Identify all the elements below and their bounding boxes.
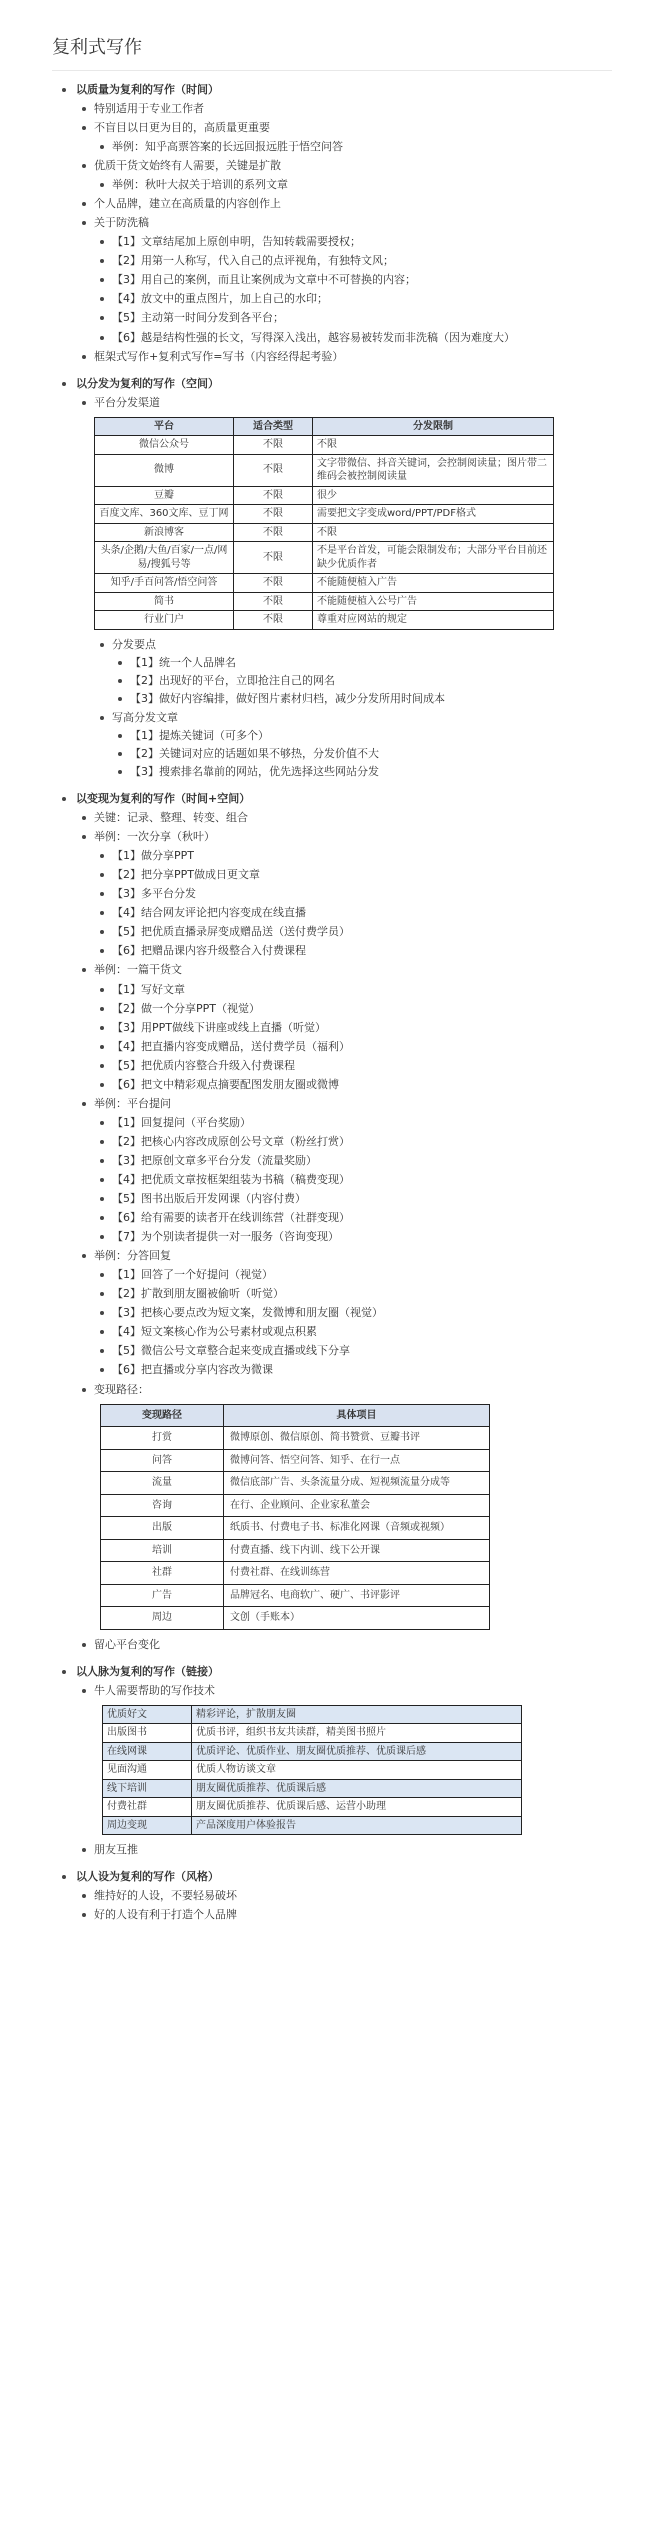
bullet-icon — [82, 1102, 86, 1106]
list-item: 【5】把优质直播录屏变成赠品送（送付费学员） — [94, 923, 612, 940]
table-row: 见面沟通 优质人物访谈文章 — [103, 1761, 522, 1780]
section-heading: 以变现为复利的写作（时间+空间） — [76, 792, 251, 806]
list-item: 【2】用第一人称写，代入自己的点评视角，有独特文风； — [94, 252, 612, 269]
list-item: 牛人需要帮助的写作技术 优质好文 精彩评论，扩散朋友圈 出版图书 优质书评，组织书友共读群，精美图书照片 在线网课 优质评论、优质作业、朋友圈优质推荐、优质课后感 见面沟通 优质人物访谈文章 线下培训 朋友圈优质推荐、优质课后感 付费社群 朋友圈优质推荐、优质课后感、运营小助理 周边变现 产品深度用户体验报告 — [76, 1682, 612, 1836]
bullet-icon — [100, 183, 104, 187]
bullet-icon — [100, 643, 104, 647]
bullet-icon — [100, 145, 104, 149]
list-item: 【3】把原创文章多平台分发（流量奖励） — [94, 1152, 612, 1169]
outline — [52, 81, 612, 1924]
list-item: 【1】回答了一个好提问（视觉） — [94, 1266, 612, 1283]
bullet-icon — [100, 716, 104, 720]
list-item: 【1】统一个人品牌名 — [112, 654, 612, 671]
bullet-icon — [100, 278, 104, 282]
bullet-icon — [82, 1388, 86, 1392]
table-row: 线下培训 朋友圈优质推荐、优质课后感 — [103, 1779, 522, 1798]
list-item: 优质干货文始终有人需要，关键是扩散 举例：秋叶大叔关于培训的系列文章 — [76, 157, 612, 193]
section-network — [52, 1663, 612, 1859]
list-item: 留心平台变化 — [76, 1636, 612, 1653]
bullet-icon — [100, 1140, 104, 1144]
list-item: 【7】为个别读者提供一对一服务（咨询变现） — [94, 1228, 612, 1245]
bullet-icon — [82, 1913, 86, 1917]
bullet-icon — [82, 1643, 86, 1647]
list-item: 【1】文章结尾加上原创申明，告知转载需要授权； — [94, 233, 612, 250]
table-row: 周边变现 产品深度用户体验报告 — [103, 1816, 522, 1835]
list-item: 【3】做好内容编排，做好图片素材归档，减少分发所用时间成本 — [112, 690, 612, 707]
list-item: 【6】越是结构性强的长文，写得深入浅出，越容易被转发而非洗稿（因为难度大） — [94, 329, 612, 346]
bullet-icon — [118, 734, 122, 738]
bullet-icon — [82, 221, 86, 225]
bullet-icon — [118, 661, 122, 665]
list-item: 【1】写好文章 — [94, 981, 612, 998]
list-item: 【4】短文案核心作为公号素材或观点积累 — [94, 1323, 612, 1340]
list-item: 【3】多平台分发 — [94, 885, 612, 902]
list-item: 【6】把文中精彩观点摘要配图发朋友圈或微博 — [94, 1076, 612, 1093]
table-row: 头条/企鹅/大鱼/百家/一点/网易/搜狐号等 不限 不是平台首发，可能会限制发布；大部分平台目前还缺少优质作者 — [95, 542, 554, 574]
bullet-icon — [100, 988, 104, 992]
helper-table — [102, 1705, 522, 1836]
bullet-icon — [82, 1254, 86, 1258]
table-row: 新浪博客 不限 不限 — [95, 523, 554, 542]
bullet-icon — [100, 1083, 104, 1087]
section-distribution — [52, 375, 612, 780]
list-item: 分发要点 【1】统一个人品牌名 【2】出现好的平台，立即抢注自己的网名 【3】做好内容编排，做好图片素材归档，减少分发所用时间成本 — [94, 636, 612, 707]
list-item: 【5】微信公号文章整合起来变成直播或线下分享 — [94, 1342, 612, 1359]
list-item: 举例：知乎高票答案的长远回报远胜于悟空问答 — [94, 138, 612, 155]
bullet-icon — [100, 1216, 104, 1220]
list-item: 【6】把赠品课内容升级整合入付费课程 — [94, 942, 612, 959]
list-item: 举例：一次分享（秋叶） 【1】做分享PPT 【2】把分享PPT做成日更文章 【3】多平台分发 【4】结合网友评论把内容变成在线直播 【5】把优质直播录屏变成赠品送（送付费学员） 【6】把赠品课内容升级整合入付费课程 — [76, 828, 612, 959]
bullet-icon — [82, 1689, 86, 1693]
list-item: 变现路径： 变现路径 具体项目 打赏 微博原创、微信原创、简书赞赏、豆瓣书评 问答 微博问答、悟空问答、知乎、在行一点 流量 微信底部广告、头条流量分成、短视频流量分成等 咨询 在行、企业顾问、企业家私董会 出版 纸质书、付费电子书、标准化网课（音频或视频） 培训 付费直播、线下内训、线下公开课 社群 付费社群、在线训练营 广告 品牌冠名、电商软广、硬广、书评影评 周边 文创（手账本） — [76, 1381, 612, 1630]
bullet-icon — [100, 854, 104, 858]
list-item: 【1】回复提问（平台奖励） — [94, 1114, 612, 1131]
bullet-icon — [82, 835, 86, 839]
table-header: 具体项目 — [224, 1404, 490, 1427]
page-title: 复利式写作 — [52, 34, 612, 71]
bullet-icon — [100, 336, 104, 340]
bullet-icon — [118, 752, 122, 756]
table-row: 简书 不限 不能随便植入公号广告 — [95, 592, 554, 611]
bullet-icon — [62, 382, 66, 386]
table-row: 在线网课 优质评论、优质作业、朋友圈优质推荐、优质课后感 — [103, 1742, 522, 1761]
table-row: 广告 品牌冠名、电商软广、硬广、书评影评 — [101, 1584, 490, 1607]
bullet-icon — [100, 1026, 104, 1030]
bullet-icon — [118, 679, 122, 683]
list-item: 朋友互推 — [76, 1841, 612, 1858]
list-item: 【2】做一个分享PPT（视觉） — [94, 1000, 612, 1017]
list-item: 【2】把核心内容改成原创公号文章（粉丝打赏） — [94, 1133, 612, 1150]
table-row: 行业门户 不限 尊重对应网站的规定 — [95, 611, 554, 630]
bullet-icon — [82, 202, 86, 206]
table-row: 微信公众号 不限 不限 — [95, 436, 554, 455]
list-item: 特别适用于专业工作者 — [76, 100, 612, 117]
table-header: 变现路径 — [101, 1404, 224, 1427]
list-item: 维持好的人设，不要轻易破坏 — [76, 1887, 612, 1904]
table-row: 出版 纸质书、付费电子书、标准化网课（音频或视频） — [101, 1517, 490, 1540]
bullet-icon — [100, 1368, 104, 1372]
table-header: 平台 — [95, 417, 234, 436]
list-item: 好的人设有利于打造个人品牌 — [76, 1906, 612, 1923]
bullet-icon — [100, 1330, 104, 1334]
section-heading: 以人设为复利的写作（风格） — [76, 1870, 219, 1884]
list-item: 【4】把优质文章按框架组装为书稿（稿费变现） — [94, 1171, 612, 1188]
bullet-icon — [100, 240, 104, 244]
list-item: 举例：一篇干货文 【1】写好文章 【2】做一个分享PPT（视觉） 【3】用PPT做线下讲座或线上直播（听觉） 【4】把直播内容变成赠品，送付费学员（福利） 【5】把优质内容整合升级入付费课程 【6】把文中精彩观点摘要配图发朋友圈或微博 — [76, 961, 612, 1092]
section-persona — [52, 1868, 612, 1923]
list-item: 【1】做分享PPT — [94, 847, 612, 864]
table-row: 微博 不限 文字带微信、抖音关键词，会控制阅读量；图片带二维码会被控制阅读量 — [95, 454, 554, 486]
table-row: 社群 付费社群、在线训练营 — [101, 1562, 490, 1585]
bullet-icon — [118, 770, 122, 774]
bullet-icon — [100, 892, 104, 896]
list-item: 【5】把优质内容整合升级入付费课程 — [94, 1057, 612, 1074]
bullet-icon — [100, 911, 104, 915]
table-header: 分发限制 — [313, 417, 554, 436]
list-item: 举例：平台提问 【1】回复提问（平台奖励） 【2】把核心内容改成原创公号文章（粉丝打赏） 【3】把原创文章多平台分发（流量奖励） 【4】把优质文章按框架组装为书稿（稿费变现） 【5】图书出版后开发网课（内容付费） 【6】给有需要的读者开在线训练营（社群变现） 【7】为个别读者提供一对一服务（咨询变现） — [76, 1095, 612, 1245]
table-row: 咨询 在行、企业顾问、企业家私董会 — [101, 1494, 490, 1517]
list-item: 【3】用自己的案例，而且让案例成为文章中不可替换的内容； — [94, 271, 612, 288]
bullet-icon — [100, 1349, 104, 1353]
section-heading: 以人脉为复利的写作（链接） — [76, 1664, 219, 1678]
list-item: 【3】搜索排名靠前的网站，优先选择这些网站分发 — [112, 763, 612, 780]
list-item: 举例：分答回复 【1】回答了一个好提问（视觉） 【2】扩散到朋友圈被偷听（听觉） 【3】把核心要点改为短文案，发微博和朋友圈（视觉） 【4】短文案核心作为公号素材或观点积累 【5】微信公号文章整合起来变成直播或线下分享 【6】把直播或分享内容改为微课 — [76, 1247, 612, 1378]
list-item: 【2】关键词对应的话题如果不够热，分发价值不大 — [112, 745, 612, 762]
list-item: 【4】结合网友评论把内容变成在线直播 — [94, 904, 612, 921]
list-item: 关于防洗稿 【1】文章结尾加上原创申明，告知转载需要授权； 【2】用第一人称写，代入自己的点评视角，有独特文风； 【3】用自己的案例，而且让案例成为文章中不可替换的内容； 【4】放文中的重点图片，加上自己的水印； 【5】主动第一时间分发到各平台； 【6】越是结构性强的长文，写得深入浅出，越容易被转发而非洗稿（因为难度大） — [76, 214, 612, 345]
bullet-icon — [82, 164, 86, 168]
section-quality — [52, 81, 612, 365]
list-item: 【4】把直播内容变成赠品，送付费学员（福利） — [94, 1038, 612, 1055]
bullet-icon — [100, 1045, 104, 1049]
bullet-icon — [62, 1670, 66, 1674]
table-row: 出版图书 优质书评，组织书友共读群，精美图书照片 — [103, 1724, 522, 1743]
table-header: 适合类型 — [234, 417, 313, 436]
bullet-icon — [82, 126, 86, 130]
list-item: 平台分发渠道 平台 适合类型 分发限制 微信公众号 不限 不限 微博 不限 文字带微信、抖音关键词，会控制阅读量；图片带二维码会被控制阅读量 豆瓣 不限 很少 百度文库、360文库、豆丁网 不限 需要把文字变成word/PPT/PDF格式 新浪博客 不限 不限 头条/企鹅/大鱼/百家/一点/网易/搜狐号等 不限 不是平台首发，可能会限制发布；大部分平台目前还缺少优质作者 知乎/手百问答/悟空问答 不限 不能随便植入广告 简书 不限 不能随便植入公号广告 行业门户 不限 尊重对应网站的规定 分发要点 【1】统一个人品牌名 【2】出现好的平台，立即抢注自己的网名 【3】做好内容编排，做好图片素材归档，减少分发所用时间成本 写高分发文章 【1】提炼关键词（可多个） 【2】关键词对应的话题如果不够热，分发价值不大 【3】搜索排名靠前的网站，优先选择这些网站分发 — [76, 394, 612, 780]
bullet-icon — [100, 949, 104, 953]
list-item: 【4】放文中的重点图片，加上自己的水印； — [94, 290, 612, 307]
table-row: 百度文库、360文库、豆丁网 不限 需要把文字变成word/PPT/PDF格式 — [95, 505, 554, 524]
table-row: 培训 付费直播、线下内训、线下公开课 — [101, 1539, 490, 1562]
bullet-icon — [100, 1311, 104, 1315]
list-item: 【2】出现好的平台，立即抢注自己的网名 — [112, 672, 612, 689]
bullet-icon — [100, 1007, 104, 1011]
bullet-icon — [100, 259, 104, 263]
table-row: 优质好文 精彩评论，扩散朋友圈 — [103, 1705, 522, 1724]
bullet-icon — [100, 1064, 104, 1068]
table-row: 知乎/手百问答/悟空问答 不限 不能随便植入广告 — [95, 574, 554, 593]
list-item: 【3】用PPT做线下讲座或线上直播（听觉） — [94, 1019, 612, 1036]
bullet-icon — [82, 107, 86, 111]
list-item: 【3】把核心要点改为短文案，发微博和朋友圈（视觉） — [94, 1304, 612, 1321]
bullet-icon — [100, 930, 104, 934]
list-item: 个人品牌，建立在高质量的内容创作上 — [76, 195, 612, 212]
bullet-icon — [100, 1178, 104, 1182]
list-item: 【5】图书出版后开发网课（内容付费） — [94, 1190, 612, 1207]
list-item: 不盲目以日更为目的，高质量更重要 举例：知乎高票答案的长远回报远胜于悟空问答 — [76, 119, 612, 155]
bullet-icon — [82, 968, 86, 972]
bullet-icon — [100, 1159, 104, 1163]
section-monetization — [52, 790, 612, 1653]
bullet-icon — [62, 88, 66, 92]
bullet-icon — [62, 1875, 66, 1879]
bullet-icon — [100, 1121, 104, 1125]
bullet-icon — [82, 1848, 86, 1852]
monetization-table — [100, 1404, 490, 1630]
list-item: 【5】主动第一时间分发到各平台； — [94, 309, 612, 326]
bullet-icon — [100, 873, 104, 877]
list-item: 【1】提炼关键词（可多个） — [112, 727, 612, 744]
list-item: 举例：秋叶大叔关于培训的系列文章 — [94, 176, 612, 193]
bullet-icon — [118, 697, 122, 701]
list-item: 框架式写作+复利式写作=写书（内容经得起考验） — [76, 348, 612, 365]
bullet-icon — [100, 1273, 104, 1277]
table-row: 付费社群 朋友圈优质推荐、优质课后感、运营小助理 — [103, 1798, 522, 1817]
bullet-icon — [82, 816, 86, 820]
table-row: 打赏 微博原创、微信原创、简书赞赏、豆瓣书评 — [101, 1427, 490, 1450]
bullet-icon — [100, 297, 104, 301]
bullet-icon — [82, 401, 86, 405]
list-item: 【6】把直播或分享内容改为微课 — [94, 1361, 612, 1378]
bullet-icon — [100, 1292, 104, 1296]
bullet-icon — [100, 1197, 104, 1201]
bullet-icon — [100, 1235, 104, 1239]
section-heading: 以分发为复利的写作（空间） — [76, 376, 219, 390]
list-item: 写高分发文章 【1】提炼关键词（可多个） 【2】关键词对应的话题如果不够热，分发价值不大 【3】搜索排名靠前的网站，优先选择这些网站分发 — [94, 709, 612, 780]
bullet-icon — [100, 316, 104, 320]
distribution-table — [94, 417, 554, 630]
list-item: 【6】给有需要的读者开在线训练营（社群变现） — [94, 1209, 612, 1226]
list-item: 【2】把分享PPT做成日更文章 — [94, 866, 612, 883]
list-item: 【2】扩散到朋友圈被偷听（听觉） — [94, 1285, 612, 1302]
bullet-icon — [62, 797, 66, 801]
section-heading: 以质量为复利的写作（时间） — [76, 82, 219, 96]
bullet-icon — [82, 1894, 86, 1898]
bullet-icon — [82, 355, 86, 359]
table-row: 问答 微博问答、悟空问答、知乎、在行一点 — [101, 1449, 490, 1472]
list-item: 关键：记录、整理、转变、组合 — [76, 809, 612, 826]
table-row: 流量 微信底部广告、头条流量分成、短视频流量分成等 — [101, 1472, 490, 1495]
table-row: 周边 文创（手账本） — [101, 1607, 490, 1630]
table-row: 豆瓣 不限 很少 — [95, 486, 554, 505]
